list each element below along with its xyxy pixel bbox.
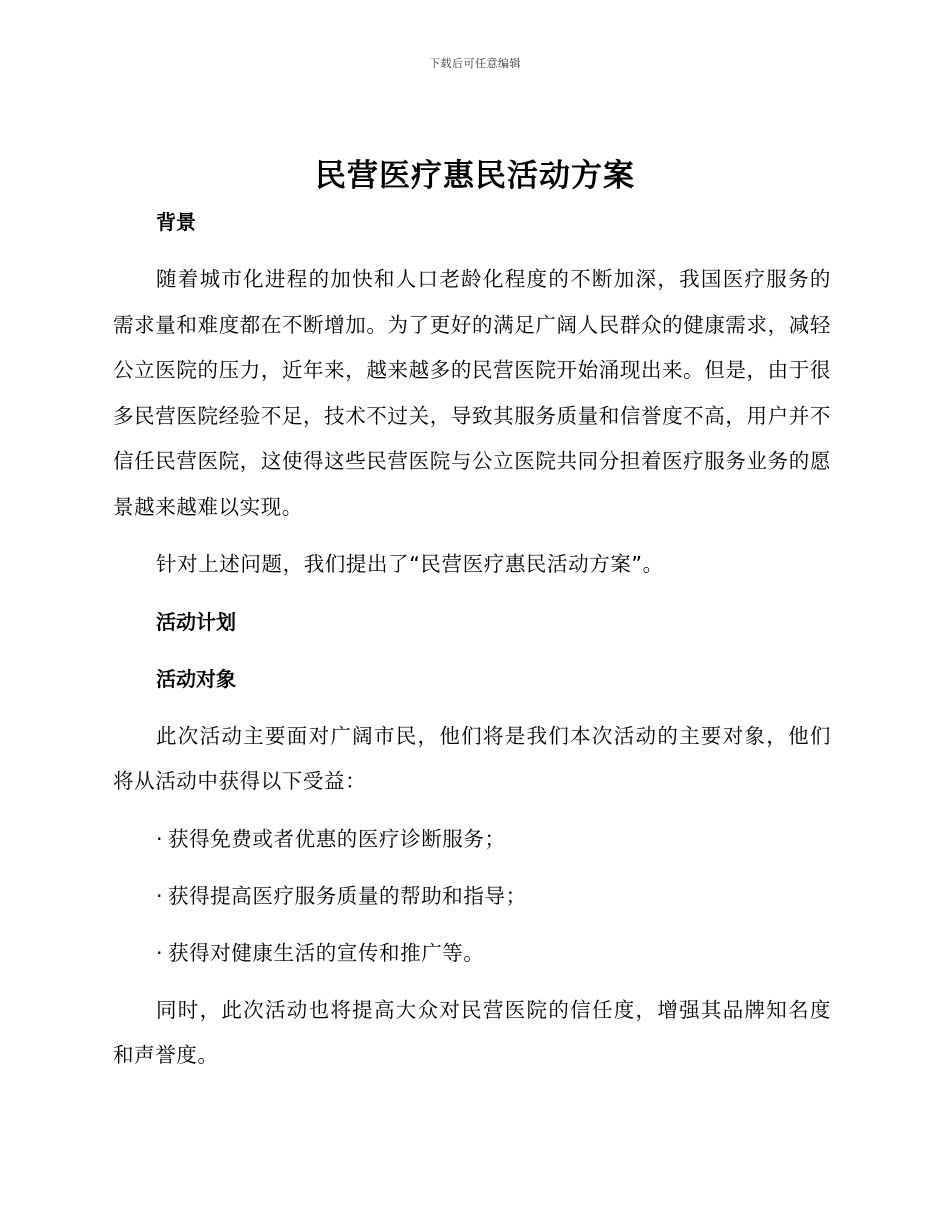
benefit-text: 获得对健康生活的宣传和推广等。 <box>168 940 485 965</box>
bullet-dot: · <box>156 826 164 851</box>
target-heading: 活动对象 <box>156 666 236 691</box>
header-note: 下载后可任意编辑 <box>429 57 521 70</box>
target-paragraph: 此次活动主要面对广阔市民，他们将是我们本次活动的主要对象，他们将从活动中获得以下受益： <box>113 723 831 793</box>
background-heading: 背景 <box>156 210 196 234</box>
benefit-text: 获得提高医疗服务质量的帮助和指导； <box>168 883 527 908</box>
bullet-dot: · <box>156 940 164 965</box>
background-paragraph: 随着城市化进程的加快和人口老龄化程度的不断加深，我国医疗服务的需求量和难度都在不断增加。为了更好的满足广阔人民群众的健康需求，减轻公立医院的压力，近年来，越来越多的民营医院开始涌现出来。但是，由于很多民营医院经验不足，技术不过关，导致其服务质量和信誉度不高，用户并不信任民营医院，这使得这些民营医院与公立医院共同分担着医疗服务业务的愿景越来越难以实现。 <box>113 267 831 519</box>
plan-heading: 活动计划 <box>156 609 236 634</box>
bullet-dot: · <box>156 883 164 908</box>
document-title: 民营医疗惠民活动方案 <box>315 158 635 194</box>
proposal-paragraph: 针对上述问题，我们提出了“民营医疗惠民活动方案”。 <box>156 552 664 576</box>
benefit-text: 获得免费或者优惠的医疗诊断服务； <box>168 826 506 851</box>
benefit-item <box>113 931 831 976</box>
benefit-item <box>113 874 831 919</box>
benefit-item <box>113 817 831 862</box>
document-body <box>113 200 831 1091</box>
closing-paragraph: 同时，此次活动也将提高大众对民营医院的信任度，增强其品牌知名度和声誉度。 <box>113 997 831 1067</box>
